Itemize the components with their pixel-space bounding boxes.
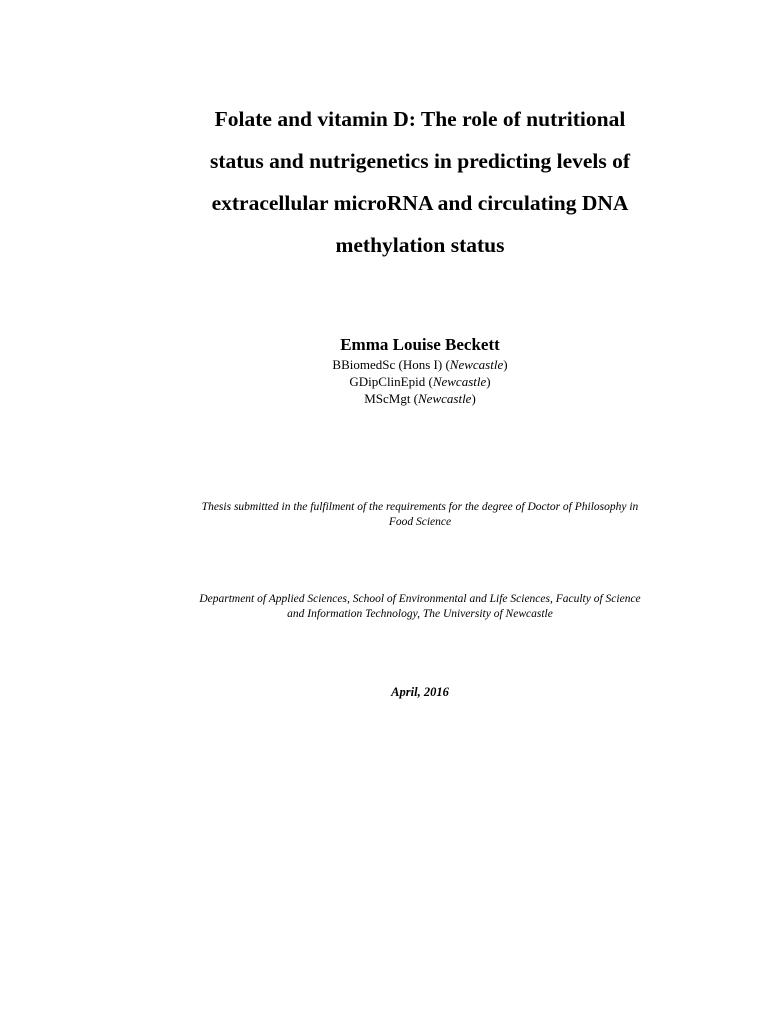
degree-name: GDipClinEpid ( <box>349 374 433 389</box>
author-name: Emma Louise Beckett <box>340 335 500 354</box>
degree-line <box>140 373 700 390</box>
degree-suffix: ) <box>471 391 476 406</box>
degree-line <box>140 390 700 407</box>
department-line: Department of Applied Sciences, School of Environmental and Life Sciences, Faculty of Science <box>199 593 641 605</box>
title-line: status and nutrigenetics in predicting levels of <box>209 149 631 173</box>
thesis-statement-line: Food Science <box>388 516 452 528</box>
thesis-statement <box>130 500 710 530</box>
submission-date: April, 2016 <box>391 685 449 699</box>
department-line: and Information Technology, The University of Newcastle <box>287 608 553 620</box>
title-line: Folate and vitamin D: The role of nutritional <box>214 107 626 131</box>
degree-suffix: ) <box>503 357 508 372</box>
degree-institution: Newcastle <box>449 357 504 372</box>
title-line: methylation status <box>335 233 505 257</box>
department-affiliation <box>130 592 710 622</box>
author-degrees <box>140 356 700 407</box>
degree-institution: Newcastle <box>432 374 487 389</box>
degree-suffix: ) <box>486 374 491 389</box>
title-line: extracellular microRNA and circulating DNA <box>211 191 629 215</box>
thesis-title <box>140 98 700 266</box>
degree-institution: Newcastle <box>418 391 472 406</box>
degree-name: BBiomedSc (Hons I) ( <box>332 357 450 372</box>
degree-name: MScMgt ( <box>364 391 419 406</box>
thesis-statement-line: Thesis submitted in the fulfilment of the requirements for the degree of Doctor of Philosophy in <box>201 501 639 513</box>
degree-line <box>140 356 700 373</box>
